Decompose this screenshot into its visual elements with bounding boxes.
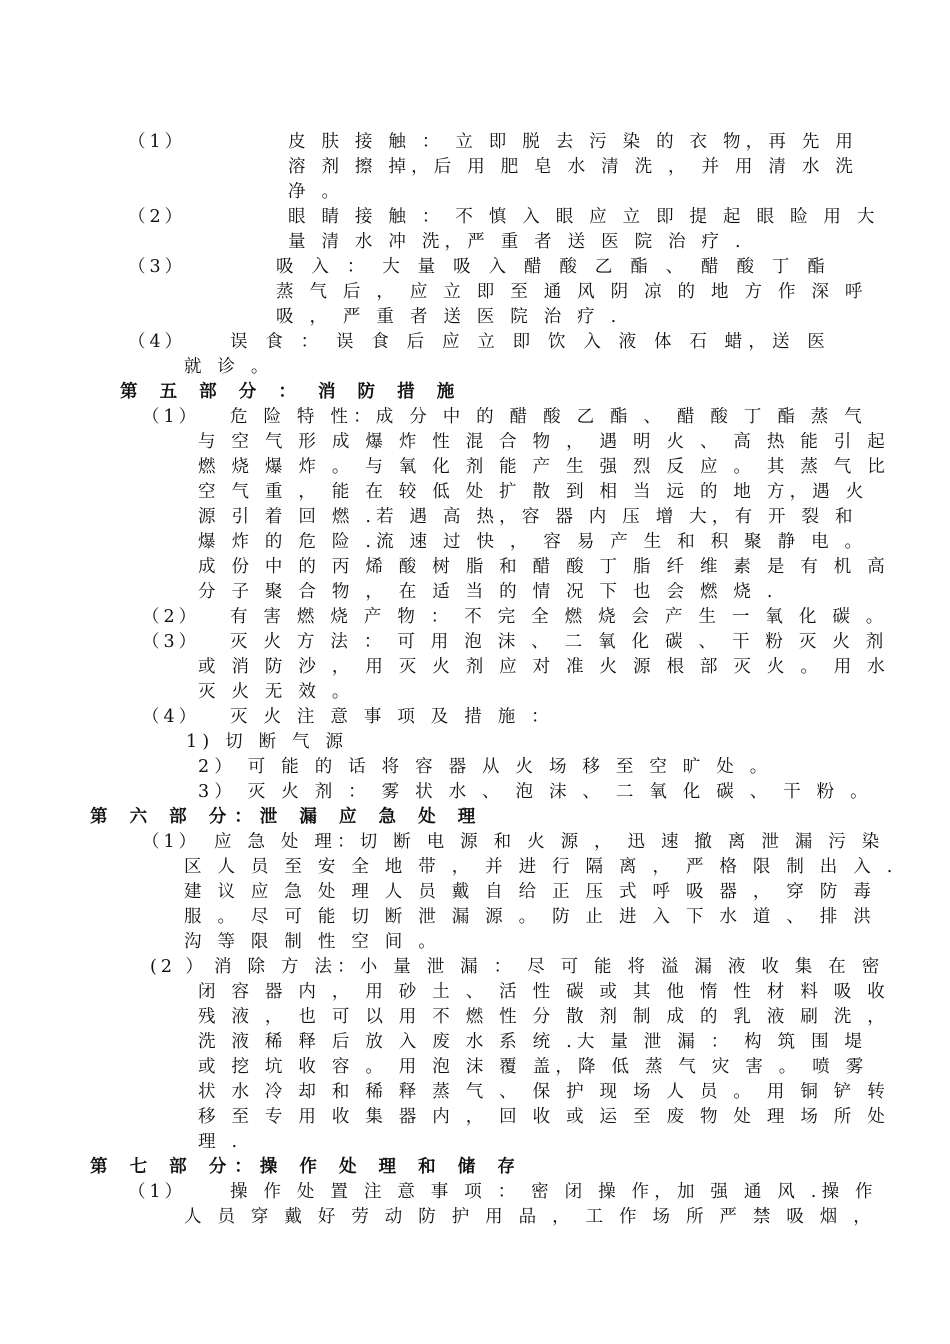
- text-line: 闭 容 器 内 ， 用 砂 土 、 活 性 碳 或 其 他 惰 性 材 料 吸 收: [198, 982, 890, 1002]
- text-line: 眼 睛 接 触 ： 不 慎 入 眼 应 立 即 提 起 眼 睑 用 大: [288, 207, 880, 227]
- text-line: 人 员 穿 戴 好 劳 动 防 护 用 品 ， 工 作 场 所 严 禁 吸 烟 ，: [184, 1207, 876, 1227]
- text-line: 建 议 应 急 处 理 人 员 戴 自 给 正 压 式 呼 吸 器 ， 穿 防 毒: [184, 882, 876, 902]
- text-line: 残 液 ， 也 可 以 用 不 燃 性 分 散 剂 制 成 的 乳 液 刷 洗 ，: [198, 1007, 890, 1027]
- item-number: （3）: [128, 257, 187, 277]
- text-line: 爆 炸 的 危 险 .流 速 过 快 ， 容 易 产 生 和 积 聚 静 电 。: [198, 532, 868, 552]
- text-line: 源 引 着 回 燃 .若 遇 高 热，容 器 内 压 增 大，有 开 裂 和: [198, 507, 858, 527]
- text-line: 消 除 方 法：小 量 泄 漏 ： 尽 可 能 将 溢 漏 液 收 集 在 密: [214, 957, 885, 977]
- text-line: 吸 ， 严 重 者 送 医 院 治 疗 .: [276, 307, 622, 327]
- item-number: （2）: [142, 607, 201, 627]
- text-line: 服 。 尽 可 能 切 断 泄 漏 源 。 防 止 进 入 下 水 道 、 排 洪: [184, 907, 876, 927]
- text-line: 灭 火 注 意 事 项 及 措 施 ：: [230, 707, 554, 727]
- text-line: 灭 火 方 法 ： 可 用 泡 沫 、 二 氧 化 碳 、 干 粉 灭 火 剂: [230, 632, 889, 652]
- section-heading: 第 五 部 分 ： 消 防 措 施: [120, 382, 463, 402]
- text-line: 洗 液 稀 释 后 放 入 废 水 系 统 .大 量 泄 漏 ： 构 筑 围 堤: [198, 1032, 868, 1052]
- item-number: （1）: [142, 407, 201, 427]
- text-line: 灭 火 无 效 。: [198, 682, 355, 702]
- item-number: （1）: [142, 832, 201, 852]
- text-line: 与 空 气 形 成 爆 炸 性 混 合 物 ， 遇 明 火 、 高 热 能 引 起: [198, 432, 890, 452]
- item-number: （1）: [128, 1182, 187, 1202]
- section-heading: 第 六 部 分：泄 漏 应 急 处 理: [90, 807, 484, 827]
- sub-item: 2） 可 能 的 话 将 容 器 从 火 场 移 至 空 旷 处 。: [198, 757, 773, 777]
- text-line: 应 急 处 理：切 断 电 源 和 火 源 ， 迅 速 撤 离 泄 漏 污 染: [214, 832, 885, 852]
- text-line: 分 子 聚 合 物 ， 在 适 当 的 情 况 下 也 会 燃 烧 .: [198, 582, 778, 602]
- text-line: 危 险 特 性：成 分 中 的 醋 酸 乙 酯 、 醋 酸 丁 酯 蒸 气: [230, 407, 867, 427]
- item-number: （2）: [128, 207, 187, 227]
- text-line: 蒸 气 后 ， 应 立 即 至 通 风 阴 凉 的 地 方 作 深 呼: [276, 282, 868, 302]
- text-line: 皮 肤 接 触 ： 立 即 脱 去 污 染 的 衣 物，再 先 用: [288, 132, 859, 152]
- section-heading: 第 七 部 分：操 作 处 理 和 储 存: [90, 1157, 523, 1177]
- item-number: （3）: [142, 632, 201, 652]
- text-line: 成 份 中 的 丙 烯 酸 树 脂 和 醋 酸 丁 脂 纤 维 素 是 有 机 高: [198, 557, 890, 577]
- item-number: (2 ）: [150, 957, 208, 977]
- text-line: 净 。: [288, 182, 345, 202]
- text-line: 吸 入 ： 大 量 吸 入 醋 酸 乙 酯 、 醋 酸 丁 酯: [276, 257, 830, 277]
- text-line: 量 清 水 冲 洗，严 重 者 送 医 院 治 疗 .: [288, 232, 746, 252]
- item-number: （4）: [128, 332, 187, 352]
- text-line: 区 人 员 至 安 全 地 带 ， 并 进 行 隔 离 ， 严 格 限 制 出 入 .: [184, 857, 898, 877]
- text-line: 就 诊 。: [184, 357, 274, 377]
- text-line: 有 害 燃 烧 产 物 ： 不 完 全 燃 烧 会 产 生 一 氧 化 碳 。: [230, 607, 889, 627]
- text-line: 空 气 重 ， 能 在 较 低 处 扩 散 到 相 当 远 的 地 方，遇 火: [198, 482, 869, 502]
- sub-item: 1) 切 断 气 源: [186, 732, 349, 752]
- sub-item: 3） 灭 火 剂 ： 雾 状 水 、 泡 沫 、 二 氧 化 碳 、 干 粉 。: [198, 782, 873, 802]
- item-number: （4）: [142, 707, 201, 727]
- text-line: 燃 烧 爆 炸 。 与 氧 化 剂 能 产 生 强 烈 反 应 。 其 蒸 气 比: [198, 457, 890, 477]
- text-line: 溶 剂 擦 掉，后 用 肥 皂 水 清 洗 ， 并 用 清 水 洗: [288, 157, 859, 177]
- text-line: 沟 等 限 制 性 空 间 。: [184, 932, 441, 952]
- text-line: 移 至 专 用 收 集 器 内 ， 回 收 或 运 至 废 物 处 理 场 所 处: [198, 1107, 890, 1127]
- text-line: 操 作 处 置 注 意 事 项 ： 密 闭 操 作，加 强 通 风 .操 作: [230, 1182, 878, 1202]
- text-line: 状 水 冷 却 和 稀 释 蒸 气 、 保 护 现 场 人 员 。 用 铜 铲 转: [198, 1082, 890, 1102]
- text-line: 或 消 防 沙 ， 用 灭 火 剂 应 对 准 火 源 根 部 灭 火 。 用 水: [198, 657, 890, 677]
- text-line: 或 挖 坑 收 容 。 用 泡 沫 覆 盖，降 低 蒸 气 灾 害 。 喷 雾: [198, 1057, 869, 1077]
- text-line: 误 食 ： 误 食 后 应 立 即 饮 入 液 体 石 蜡，送 医: [230, 332, 830, 352]
- text-line: 理 .: [198, 1132, 243, 1152]
- item-number: （1）: [128, 132, 187, 152]
